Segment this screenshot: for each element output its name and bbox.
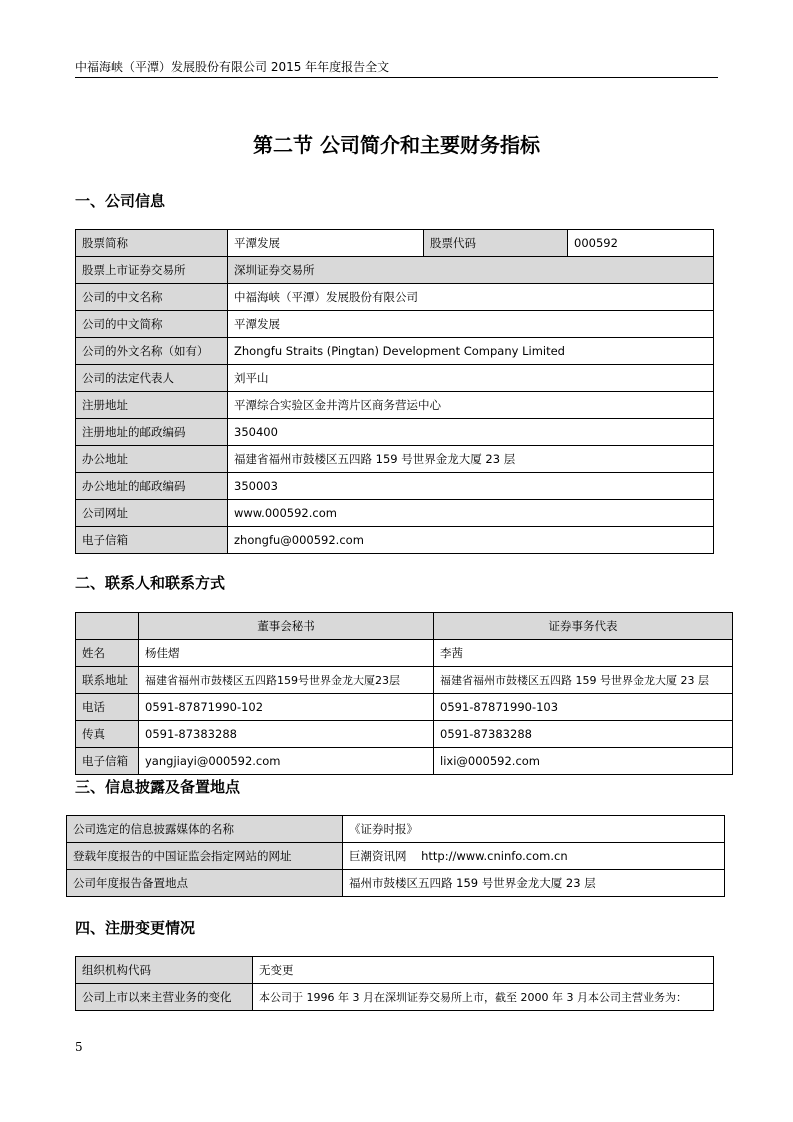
table-cell: 福州市鼓楼区五四路 159 号世界金龙大厦 23 层: [343, 870, 725, 897]
company-info-table: [75, 229, 714, 554]
table-row: [76, 748, 733, 775]
table-cell: 杨佳熠: [139, 640, 434, 667]
header-divider: [75, 77, 718, 78]
table-cell: 无变更: [253, 957, 714, 984]
table-cell: 联系地址: [76, 667, 139, 694]
table-cell: 公司选定的信息披露媒体的名称: [67, 816, 343, 843]
table-cell: 福建省福州市鼓楼区五四路 159 号世界金龙大厦 23 层: [434, 667, 733, 694]
column-header: 董事会秘书: [139, 613, 434, 640]
table-cell: 李茜: [434, 640, 733, 667]
table-row: [76, 694, 733, 721]
table-cell: www.000592.com: [228, 500, 714, 527]
table-cell: 000592: [568, 230, 714, 257]
table-row: [76, 527, 714, 554]
table-cell: 福建省福州市鼓楼区五四路159号世界金龙大厦23层: [139, 667, 434, 694]
table-cell: 电子信箱: [76, 748, 139, 775]
table-cell: 姓名: [76, 640, 139, 667]
table-cell: 办公地址: [76, 446, 228, 473]
section-heading-registration-changes: 四、注册变更情况: [75, 919, 196, 937]
section-heading-disclosure: 三、信息披露及备置地点: [75, 778, 241, 796]
table-row: [67, 816, 725, 843]
contacts-table: [75, 612, 733, 775]
table-cell: 本公司于 1996 年 3 月在深圳证券交易所上市，截至 2000 年 3 月本公司主营业务为：: [253, 984, 714, 1011]
table-cell: 福建省福州市鼓楼区五四路 159 号世界金龙大厦 23 层: [228, 446, 714, 473]
table-cell: lixi@000592.com: [434, 748, 733, 775]
table-row: [76, 311, 714, 338]
table-row: [76, 984, 714, 1011]
table-row: [76, 338, 714, 365]
table-row: [76, 500, 714, 527]
table-cell: 公司的外文名称（如有）: [76, 338, 228, 365]
table-cell: 电子信箱: [76, 527, 228, 554]
table-row: [76, 473, 714, 500]
table-cell: 中福海峡（平潭）发展股份有限公司: [228, 284, 714, 311]
table-cell: 0591-87383288: [139, 721, 434, 748]
table-cell: 0591-87383288: [434, 721, 733, 748]
table-cell: yangjiayi@000592.com: [139, 748, 434, 775]
page-title: 第二节 公司简介和主要财务指标: [253, 133, 540, 157]
table-cell: 电话: [76, 694, 139, 721]
column-header: 证券事务代表: [434, 613, 733, 640]
table-cell: 注册地址的邮政编码: [76, 419, 228, 446]
table-cell: 350400: [228, 419, 714, 446]
section-heading-company-info: 一、公司信息: [75, 192, 166, 210]
table-row: [76, 640, 733, 667]
table-cell: 0591-87871990-103: [434, 694, 733, 721]
table-cell: 公司的中文简称: [76, 311, 228, 338]
table-row: [76, 419, 714, 446]
table-cell: 股票简称: [76, 230, 228, 257]
table-row: [67, 870, 725, 897]
section-heading-contacts: 二、联系人和联系方式: [75, 574, 226, 592]
table-row: [76, 957, 714, 984]
table-cell: 公司的法定代表人: [76, 365, 228, 392]
table-cell: 刘平山: [228, 365, 714, 392]
table-cell: 股票代码: [424, 230, 568, 257]
table-cell: 平潭发展: [228, 311, 714, 338]
disclosure-table: [66, 815, 725, 897]
table-cell: 公司上市以来主营业务的变化: [76, 984, 253, 1011]
page-number: 5: [75, 1040, 83, 1054]
table-row: [67, 843, 725, 870]
table-cell: 办公地址的邮政编码: [76, 473, 228, 500]
table-cell: 巨潮资讯网 http://www.cninfo.com.cn: [343, 843, 725, 870]
registration-changes-table: [75, 956, 714, 1011]
table-row: [76, 257, 714, 284]
table-row: [76, 446, 714, 473]
table-row: [76, 667, 733, 694]
table-header-row: [76, 613, 733, 640]
table-cell: 0591-87871990-102: [139, 694, 434, 721]
table-row: [76, 365, 714, 392]
table-row: [76, 392, 714, 419]
table-cell: 公司年度报告备置地点: [67, 870, 343, 897]
table-cell: 注册地址: [76, 392, 228, 419]
table-cell: 传真: [76, 721, 139, 748]
table-cell: 平潭综合实验区金井湾片区商务营运中心: [228, 392, 714, 419]
table-cell: Zhongfu Straits (Pingtan) Development Company Limited: [228, 338, 714, 365]
table-cell: 公司网址: [76, 500, 228, 527]
table-row: [76, 230, 714, 257]
table-row: [76, 721, 733, 748]
table-cell: 股票上市证券交易所: [76, 257, 228, 284]
table-cell: 登载年度报告的中国证监会指定网站的网址: [67, 843, 343, 870]
table-cell: 深圳证券交易所: [228, 257, 714, 284]
table-cell: 组织机构代码: [76, 957, 253, 984]
table-cell: [76, 613, 139, 640]
table-cell: zhongfu@000592.com: [228, 527, 714, 554]
table-cell: 平潭发展: [228, 230, 424, 257]
table-cell: 公司的中文名称: [76, 284, 228, 311]
table-cell: 350003: [228, 473, 714, 500]
running-header: 中福海峡（平潭）发展股份有限公司 2015 年年度报告全文: [75, 60, 390, 74]
table-cell: 《证券时报》: [343, 816, 725, 843]
table-row: [76, 284, 714, 311]
